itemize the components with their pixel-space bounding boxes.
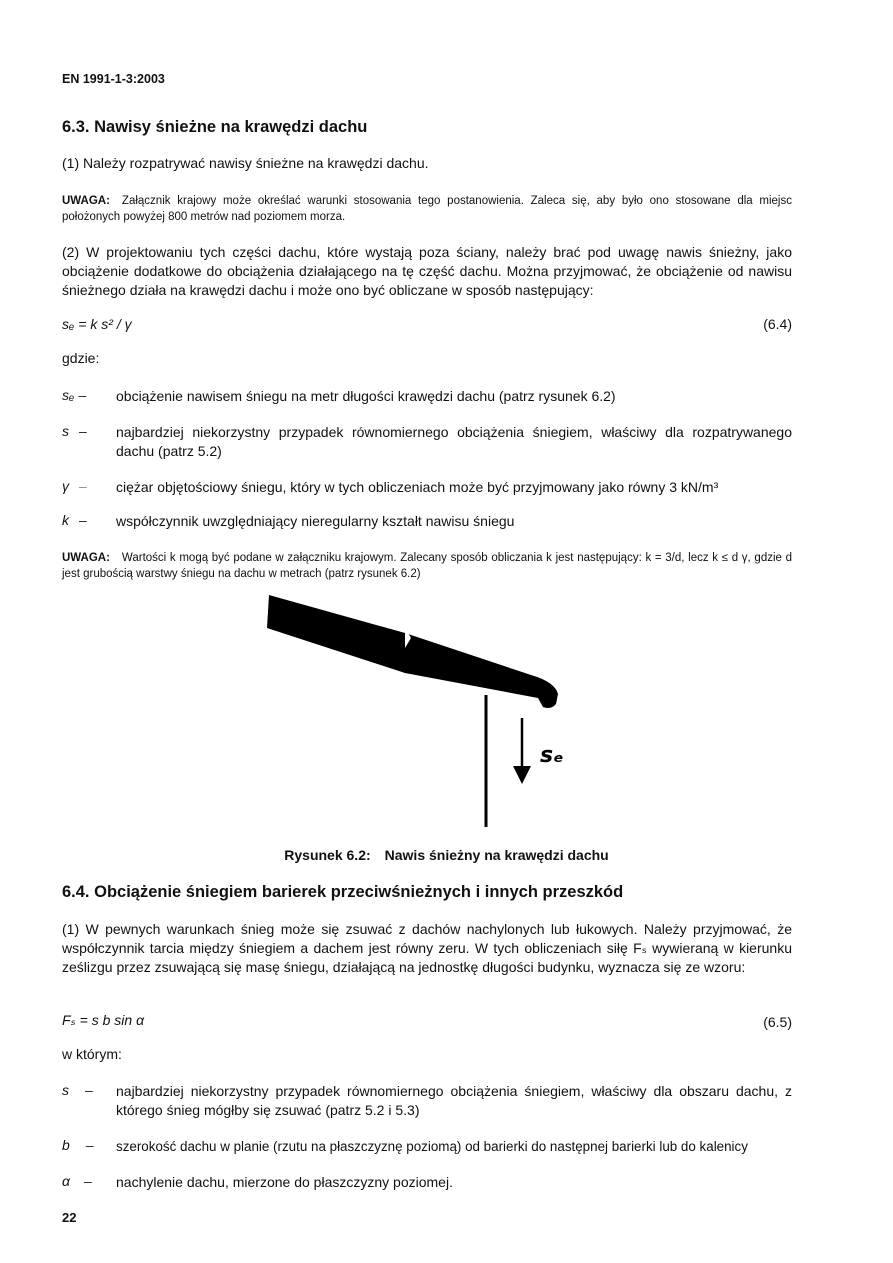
note-2-text: Wartości k mogą być podane w załączniku krajowym. Zalecany sposób obliczania k jest następujący: k = 3/d, lecz k ≤ d γ, gdzie d jest grubością warstwy śniegu na dachu w metrach (patrz rysunek 6.2) [62,552,792,580]
formula-6-4-number: (6.4) [763,316,792,332]
figure-caption [0,847,893,863]
def-b-text: szerokość dachu w planie (rzutu na płaszczyznę poziomą) od barierki do następnej barierki lub do kalenicy [116,1139,748,1154]
note-2-label: UWAGA: [62,552,110,564]
def-gamma-symbol: γ – [62,478,87,494]
section-6-3-para-2: (2) W projektowaniu tych części dachu, które wystają poza ściany, należy brać pod uwagę nawis śnieżny, jako obciążenie dodatkowe do obciążenia działającego na tę część dachu. Można przyjmować, że obciążenie od nawisu śnieżnego działa na krawędzi dachu i może ono być obliczane w sposób następujący: [62,244,792,298]
page-number: 22 [62,1210,77,1225]
section-6-3-para-1: (1) Należy rozpatrywać nawisy śnieżne na krawędzi dachu. [62,155,429,171]
def-gamma-text: ciężar objętościowy śniegu, który w tych obliczeniach może być przyjmowany jako równy 3 kN/m³ [116,479,719,495]
def-b-symbol: b – [62,1137,94,1153]
def-alpha-text: nachylenie dachu, mierzone do płaszczyzny poziomej. [116,1174,453,1190]
def-s2-text: najbardziej niekorzystny przypadek równomiernego obciążenia śniegiem, właściwy dla obszaru dachu, z którego śnieg mógłby się zsuwać (patrz 5.2 i 5.3) [116,1083,792,1118]
standard-header: EN 1991-1-3:2003 [62,72,165,86]
def-se-text: obciążenie nawisem śniegu na metr długości krawędzi dachu (patrz rysunek 6.2) [116,388,616,404]
note-1 [62,193,792,225]
in-which-label: w którym: [62,1046,122,1062]
formula-6-5-number: (6.5) [763,1014,792,1030]
section-6-4-title: 6.4. Obciążenie śniegiem barierek przeciwśnieżnych i innych przeszkód [62,883,624,901]
section-6-4-para-1: (1) W pewnych warunkach śnieg może się zsuwać z dachów nachylonych lub łukowych. Należy przyjmować, że współczynnik tarcia między śniegiem a dachem jest równy zeru. W tych obliczeniach siłę Fₛ wywieraną w kierunku ześlizgu przez zsuwającą się masę śniegu, działającą na jednostkę długości budynku, wyznacza się ze wzoru: [62,921,792,975]
figure-snow-overhang [255,590,575,835]
section-6-3-title: 6.3. Nawisy śnieżne na krawędzi dachu [62,118,368,136]
note-1-label: UWAGA: [62,195,110,207]
def-alpha-symbol: α – [62,1173,92,1189]
formula-6-5: Fₛ = s b sin α [62,1012,145,1028]
load-arrow-head [513,766,531,784]
def-s-symbol: s – [62,423,87,439]
def-se-symbol: sₑ – [62,387,87,403]
roof-snow-overhang-shape [267,595,558,708]
where-label: gdzie: [62,350,100,366]
def-s-text: najbardziej niekorzystny przypadek równomiernego obciążenia śniegiem, właściwy dla rozpatrywanego dachu (patrz 5.2) [116,424,792,459]
def-k-text: współczynnik uwzględniający nieregularny kształt nawisu śniegu [116,513,515,529]
note-1-text: Załącznik krajowy może określać warunki stosowania tego postanowienia. Zaleca się, aby było ono stosowane dla miejsc położonych powyżej 800 metrów nad poziomem morza. [62,195,792,223]
def-s2-symbol: s – [62,1082,93,1098]
def-k-symbol: k – [62,512,87,528]
load-label: sₑ [540,743,564,768]
figure-caption-text: Nawis śnieżny na krawędzi dachu [384,847,609,863]
formula-6-4: sₑ = k s² / γ [62,316,132,332]
figure-caption-number: Rysunek 6.2: [284,847,371,863]
note-2 [62,550,792,582]
